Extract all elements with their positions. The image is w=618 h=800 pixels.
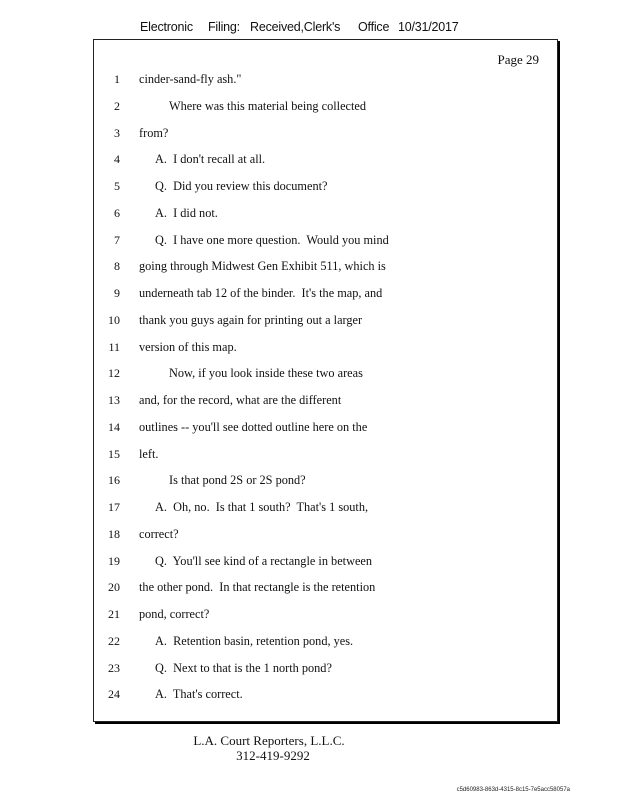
transcript-line bbox=[94, 364, 557, 384]
line-text: and, for the record, what are the different bbox=[139, 393, 342, 407]
line-number: 18 bbox=[108, 526, 120, 541]
transcript-line bbox=[94, 552, 557, 572]
line-text: correct? bbox=[139, 526, 179, 541]
transcript-line bbox=[94, 498, 557, 518]
line-number: 10 bbox=[108, 312, 120, 327]
line-number: 8 bbox=[114, 259, 120, 274]
line-text: A. I don't recall at all. bbox=[155, 152, 266, 167]
line-number: 4 bbox=[114, 152, 120, 167]
line-text: A. I did not. bbox=[155, 205, 218, 220]
transcript-line bbox=[94, 97, 557, 117]
line-text: Where was this material being collected bbox=[169, 98, 367, 113]
line-text: Is that pond 2S or 2S pond? bbox=[169, 473, 306, 488]
filing-header-received-clerks: Received,Clerk's bbox=[250, 20, 341, 34]
line-number: 1 bbox=[114, 72, 120, 86]
transcript-line bbox=[94, 311, 557, 331]
line-number: 7 bbox=[114, 232, 120, 247]
line-number: 2 bbox=[114, 98, 120, 113]
line-text: version of this map. bbox=[139, 339, 237, 354]
line-text: Q. Next to that is the 1 north pond? bbox=[155, 660, 332, 675]
line-text: left. bbox=[139, 446, 159, 461]
filing-header-office: Office bbox=[358, 20, 390, 34]
transcript-line bbox=[94, 124, 557, 144]
transcript-line bbox=[94, 685, 557, 705]
line-number: 13 bbox=[108, 393, 120, 407]
transcript-line bbox=[94, 391, 557, 411]
line-text: cinder-sand-fly ash." bbox=[139, 72, 242, 86]
line-number: 5 bbox=[114, 179, 120, 193]
line-number: 6 bbox=[114, 205, 120, 220]
line-number: 19 bbox=[108, 553, 120, 568]
line-number: 22 bbox=[108, 633, 120, 648]
line-text: Now, if you look inside these two areas bbox=[169, 366, 363, 381]
line-text: pond, correct? bbox=[139, 607, 210, 621]
line-text: Q. I have one more question. Would you mind bbox=[155, 232, 389, 247]
line-number: 9 bbox=[114, 286, 120, 300]
transcript-line bbox=[94, 150, 557, 170]
line-text: Q. You'll see kind of a rectangle in between bbox=[155, 553, 373, 568]
transcript-line bbox=[94, 578, 557, 598]
transcript-line bbox=[94, 70, 557, 90]
line-text: from? bbox=[139, 125, 169, 140]
line-text: thank you guys again for printing out a larger bbox=[139, 312, 363, 327]
line-text: underneath tab 12 of the binder. It's the map, and bbox=[139, 286, 383, 300]
line-number: 23 bbox=[108, 660, 120, 675]
line-text: A. Oh, no. Is that 1 south? That's 1 south, bbox=[155, 500, 369, 514]
line-number: 21 bbox=[108, 607, 120, 621]
transcript-line bbox=[94, 445, 557, 465]
transcript-page bbox=[93, 39, 558, 722]
transcript-line bbox=[94, 471, 557, 491]
transcript-line bbox=[94, 418, 557, 438]
transcript-line bbox=[94, 525, 557, 545]
line-number: 24 bbox=[108, 687, 120, 702]
line-number: 12 bbox=[108, 366, 120, 381]
footer-company: L.A. Court Reporters, L.L.C. bbox=[193, 733, 345, 748]
line-number: 14 bbox=[108, 419, 120, 434]
transcript-line bbox=[94, 632, 557, 652]
line-number: 3 bbox=[114, 125, 120, 140]
line-number: 16 bbox=[108, 473, 120, 488]
footer-phone: 312-419-9292 bbox=[236, 748, 310, 763]
line-number: 15 bbox=[108, 446, 120, 461]
filing-header-electronic: Electronic bbox=[140, 20, 193, 34]
transcript-line bbox=[94, 204, 557, 224]
line-text: outlines -- you'll see dotted outline here on the bbox=[139, 419, 368, 434]
document-hash: c5d60983-863d-4315-8c15-7e5acc58057a bbox=[456, 787, 570, 793]
line-number: 11 bbox=[108, 339, 120, 354]
line-text: A. Retention basin, retention pond, yes. bbox=[155, 633, 354, 648]
transcript-line bbox=[94, 338, 557, 358]
line-number: 17 bbox=[108, 500, 120, 514]
line-text: going through Midwest Gen Exhibit 511, which is bbox=[139, 259, 386, 274]
transcript-line bbox=[94, 177, 557, 197]
line-text: the other pond. In that rectangle is the retention bbox=[139, 580, 376, 595]
transcript-line bbox=[94, 284, 557, 304]
page-number: Page 29 bbox=[497, 52, 539, 67]
line-text: A. That's correct. bbox=[155, 687, 243, 702]
line-number: 20 bbox=[108, 580, 120, 595]
line-text: Q. Did you review this document? bbox=[155, 179, 328, 193]
filing-header-filing: Filing: bbox=[208, 20, 240, 34]
transcript-line bbox=[94, 605, 557, 625]
transcript-line bbox=[94, 659, 557, 679]
transcript-line bbox=[94, 257, 557, 277]
filing-header-date: 10/31/2017 bbox=[398, 20, 459, 34]
transcript-line bbox=[94, 231, 557, 251]
